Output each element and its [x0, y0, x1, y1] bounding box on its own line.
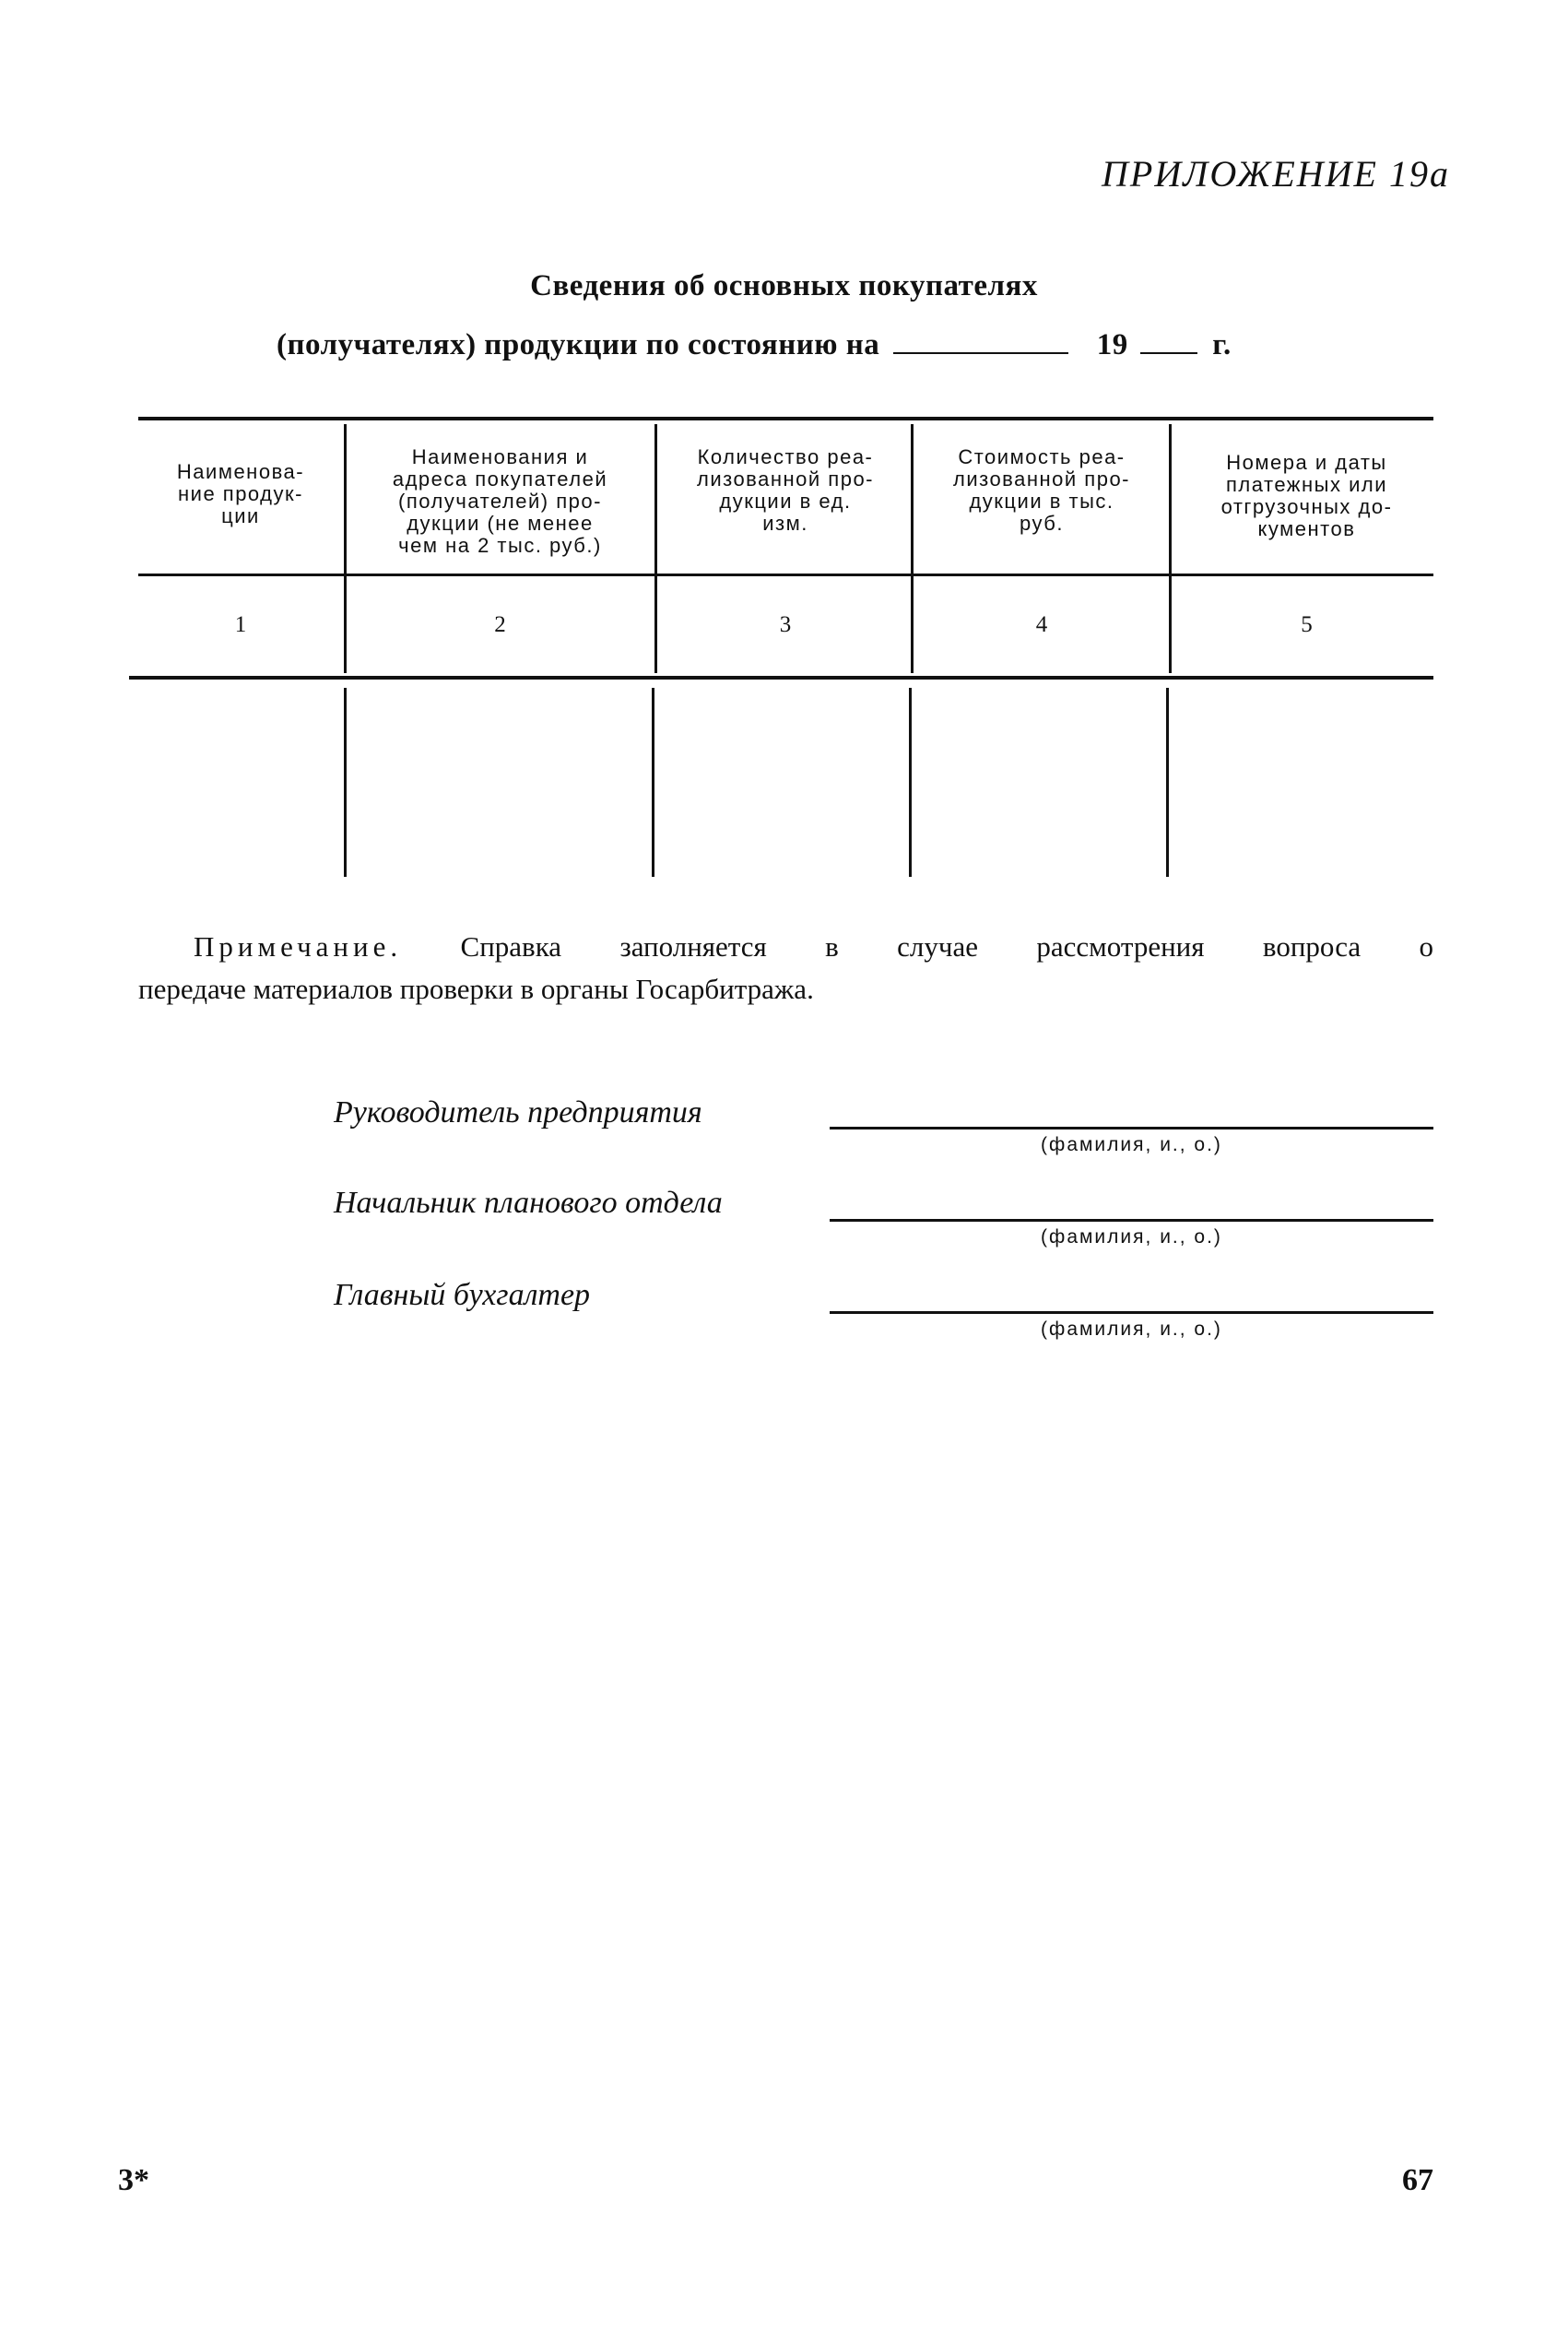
number-row-bottom-rule [129, 676, 1433, 680]
signature-hint-chief-accountant: (фамилия, и., о.) [1041, 1319, 1222, 1340]
column-divider-3 [911, 424, 914, 673]
header-cell-3: Количество реа- лизованной про- дукции в ед. изм. [696, 445, 875, 535]
body-divider-2 [652, 688, 654, 877]
title-line-1: Сведения об основных покупателях [530, 269, 1038, 302]
signature-role-chief-accountant: Главный бухгалтер [334, 1278, 591, 1312]
signature-mark: 3* [118, 2163, 149, 2197]
note-line-1 [138, 926, 1433, 968]
signature-hint-planning-head: (фамилия, и., о.) [1041, 1226, 1222, 1248]
column-divider-2 [654, 424, 657, 673]
signature-hint-director: (фамилия, и., о.) [1041, 1134, 1222, 1155]
header-cell-5: Номера и даты платежных или отгрузочных до- кументов [1220, 451, 1393, 540]
column-number-1: 1 [234, 612, 247, 637]
page-number: 67 [1402, 2163, 1433, 2197]
header-cell-4: Стоимость реа- лизованной про- дукции в тыс. руб. [952, 445, 1131, 535]
note-text-1: Справка заполняется в случае рассмотрения вопроса о [460, 930, 1433, 963]
date-blank[interactable] [893, 351, 1068, 354]
note-label: Примечание. [194, 930, 403, 963]
signature-line-planning-head[interactable] [830, 1219, 1433, 1222]
body-divider-1 [344, 688, 347, 877]
column-number-5: 5 [1301, 612, 1313, 637]
year-suffix: г. [1212, 328, 1232, 361]
signature-role-planning-head: Начальник планового отдела [334, 1186, 723, 1220]
header-cell-2: Наименования и адреса покупателей (получателей) про- дукции (не менее чем на 2 тыс. руб.) [392, 445, 608, 557]
signature-role-director: Руководитель предприятия [334, 1095, 702, 1130]
year-blank[interactable] [1140, 351, 1197, 354]
appendix-label: ПРИЛОЖЕНИЕ 19а [1102, 153, 1450, 195]
title-line-2-prefix: (получателях) продукции по состоянию на [277, 328, 880, 361]
column-divider-4 [1169, 424, 1172, 673]
year-prefix: 19 [1096, 328, 1128, 361]
table-top-rule [138, 417, 1433, 420]
header-cell-1: Наименова- ние продук- ции [176, 460, 305, 527]
column-number-3: 3 [779, 612, 792, 637]
signature-line-chief-accountant[interactable] [830, 1311, 1433, 1314]
column-number-4: 4 [1035, 612, 1048, 637]
title-line-2 [277, 328, 1232, 362]
signature-line-director[interactable] [830, 1127, 1433, 1130]
header-bottom-rule [138, 574, 1433, 576]
body-divider-4 [1166, 688, 1169, 877]
body-divider-3 [909, 688, 912, 877]
note [138, 926, 1433, 1011]
column-divider-1 [344, 424, 347, 673]
note-line-2: передаче материалов проверки в органы Госарбитража. [138, 973, 814, 1005]
column-number-2: 2 [494, 612, 506, 637]
